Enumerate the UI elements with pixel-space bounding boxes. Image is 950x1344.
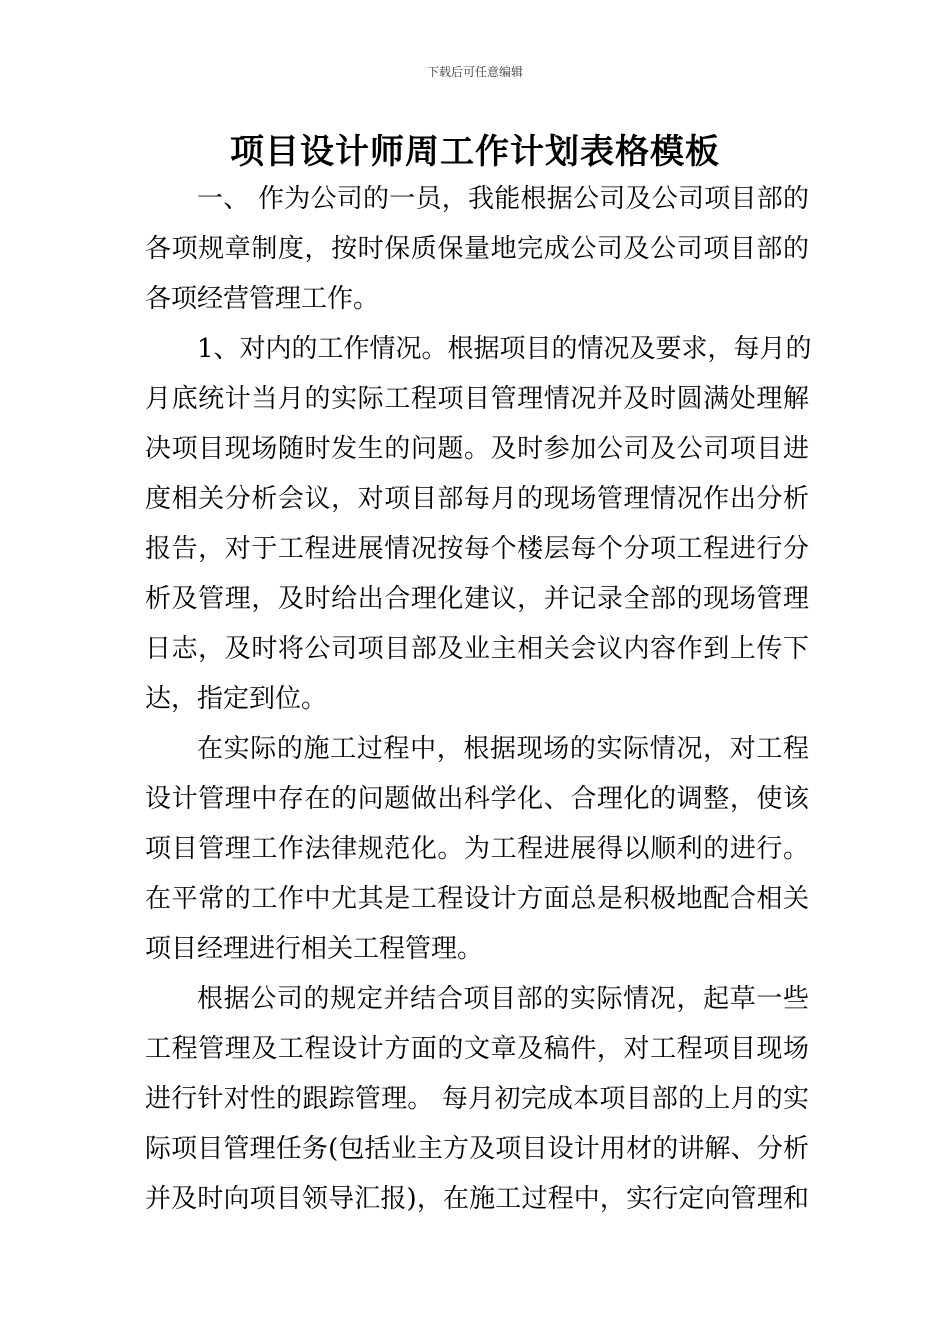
paragraph-3 [145,724,809,974]
paragraph-line: 项目管理工作法律规范化。为工程进展得以顺利的进行。 [145,834,809,864]
paragraph-line: 各项经营管理工作。 [145,284,380,314]
document-body [145,174,812,1224]
paragraph-line: 项目经理进行相关工程管理。 [145,934,484,964]
paragraph-4 [145,974,809,1224]
paragraph-line: 报告，对于工程进展情况按每个楼层每个分项工程进行分 [145,534,809,564]
paragraph-line: 决项目现场随时发生的问题。及时参加公司及公司项目进 [145,434,809,464]
header-note: 下载后可任意编辑 [426,65,523,79]
paragraph-line: 达，指定到位。 [145,684,328,714]
paragraph-line: 工程管理及工程设计方面的文章及稿件，对工程项目现场 [145,1034,809,1064]
paragraph-line: 在平常的工作中尤其是工程设计方面总是积极地配合相关 [145,884,809,914]
page-title: 项目设计师周工作计划表格模板 [230,132,720,172]
paragraph-1 [145,174,809,324]
paragraph-line: 并及时向项目领导汇报)，在施工过程中，实行定向管理和 [145,1184,809,1214]
paragraph-line: 在实际的施工过程中，根据现场的实际情况，对工程 [197,734,809,764]
paragraph-line: 一、 作为公司的一员，我能根据公司及公司项目部的 [197,184,809,214]
paragraph-line: 根据公司的规定并结合项目部的实际情况，起草一些 [197,984,809,1014]
paragraph-line: 1、对内的工作情况。根据项目的情况及要求，每月的 [197,334,812,364]
paragraph-line: 度相关分析会议，对项目部每月的现场管理情况作出分析 [145,484,809,514]
paragraph-line: 各项规章制度，按时保质保量地完成公司及公司项目部的 [145,234,809,264]
paragraph-line: 设计管理中存在的问题做出科学化、合理化的调整，使该 [145,784,809,814]
paragraph-line: 际项目管理任务(包括业主方及项目设计用材的讲解、分析 [145,1134,809,1164]
paragraph-line: 月底统计当月的实际工程项目管理情况并及时圆满处理解 [145,384,809,414]
paragraph-2 [145,324,812,724]
paragraph-line: 进行针对性的跟踪管理。 每月初完成本项目部的上月的实 [145,1084,809,1114]
paragraph-line: 日志，及时将公司项目部及业主相关会议内容作到上传下 [145,634,809,664]
paragraph-line: 析及管理，及时给出合理化建议，并记录全部的现场管理 [145,584,809,614]
